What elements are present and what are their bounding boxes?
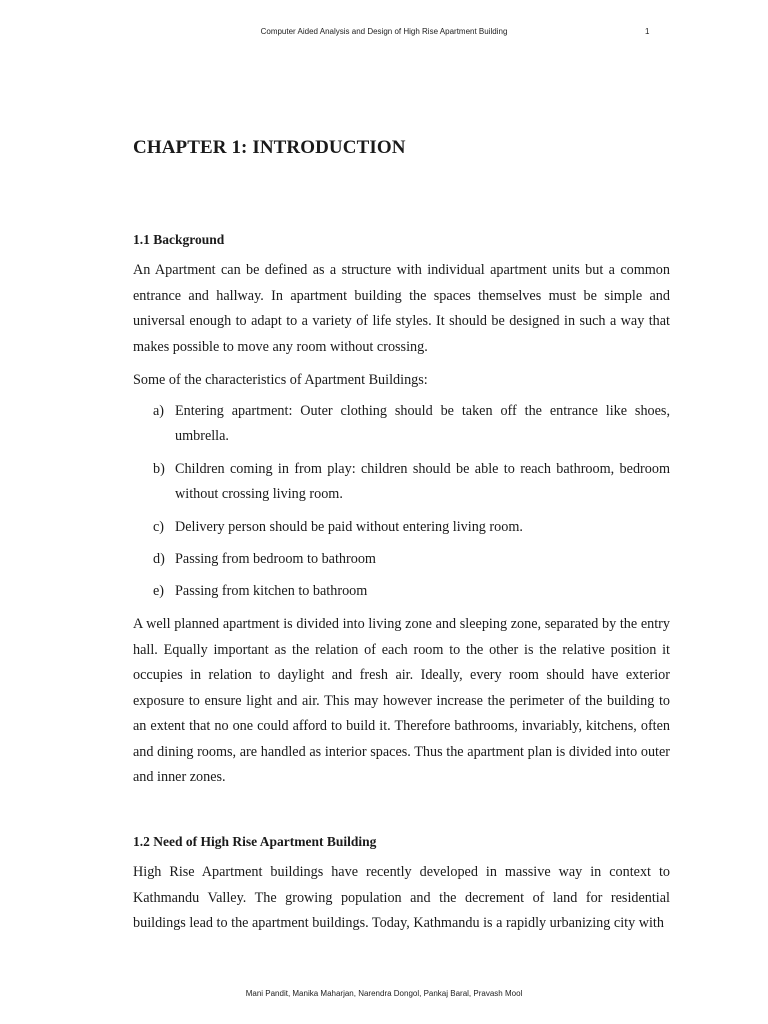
list-item-marker: b) xyxy=(153,461,165,477)
list-item-marker: c) xyxy=(153,519,165,535)
background-paragraph-1: An Apartment can be defined as a structure with individual apartment units but a common entrance and hallway. In apartment building the spaces themselves must be simple and universal enough to adapt to a variety of life styles. It should be designed in such a way that makes possible to move any room without crossing. xyxy=(133,262,670,355)
running-header-title: Computer Aided Analysis and Design of High Rise Apartment Building xyxy=(260,27,508,36)
footer-authors: Mani Pandit, Manika Maharjan, Narendra Dongol, Pankaj Baral, Pravash Mool xyxy=(245,989,523,998)
background-paragraph-3: A well planned apartment is divided into living zone and sleeping zone, separated by the entry hall. Equally important as the relation of each room to the other is the relative position it occupies in relation to daylight and fresh air. Ideally, every room should have exterior exposure to ensure light and air. This may however increase the perimeter of the building to an extent that no one could afford to build it. Therefore bathrooms, invariably, kitchens, often and dining rooms, are handled as interior spaces. Thus the apartment plan is divided into outer and inner zones. xyxy=(133,616,670,785)
list-item xyxy=(133,515,670,540)
need-paragraph-1: High Rise Apartment buildings have recently developed in massive way in context to Kathmandu Valley. The growing population and the decrement of land for residential buildings lead to the apartment buildings. Today, Kathmandu is a rapidly urbanizing city with xyxy=(133,864,670,931)
chapter-title: CHAPTER 1: INTRODUCTION xyxy=(133,137,406,158)
list-item-text: Children coming in from play: children should be able to reach bathroom, bedroom without crossing living room. xyxy=(175,461,670,502)
list-item-marker: d) xyxy=(153,551,165,567)
list-item xyxy=(133,457,670,507)
list-item xyxy=(133,547,670,572)
section-heading-background: 1.1 Background xyxy=(133,232,225,247)
list-item-marker: e) xyxy=(153,583,165,599)
list-item-text: Entering apartment: Outer clothing should be taken off the entrance like shoes, umbrella. xyxy=(175,403,670,444)
list-item xyxy=(133,579,670,604)
background-paragraph-2: Some of the characteristics of Apartment Buildings: xyxy=(133,372,428,388)
section-heading-need: 1.2 Need of High Rise Apartment Building xyxy=(133,834,377,849)
page-number: 1 xyxy=(645,27,650,36)
list-item-text: Passing from bedroom to bathroom xyxy=(175,551,376,567)
list-item xyxy=(133,399,670,449)
list-item-marker: a) xyxy=(153,403,165,419)
list-item-text: Passing from kitchen to bathroom xyxy=(175,583,368,599)
list-item-text: Delivery person should be paid without entering living room. xyxy=(175,519,523,535)
